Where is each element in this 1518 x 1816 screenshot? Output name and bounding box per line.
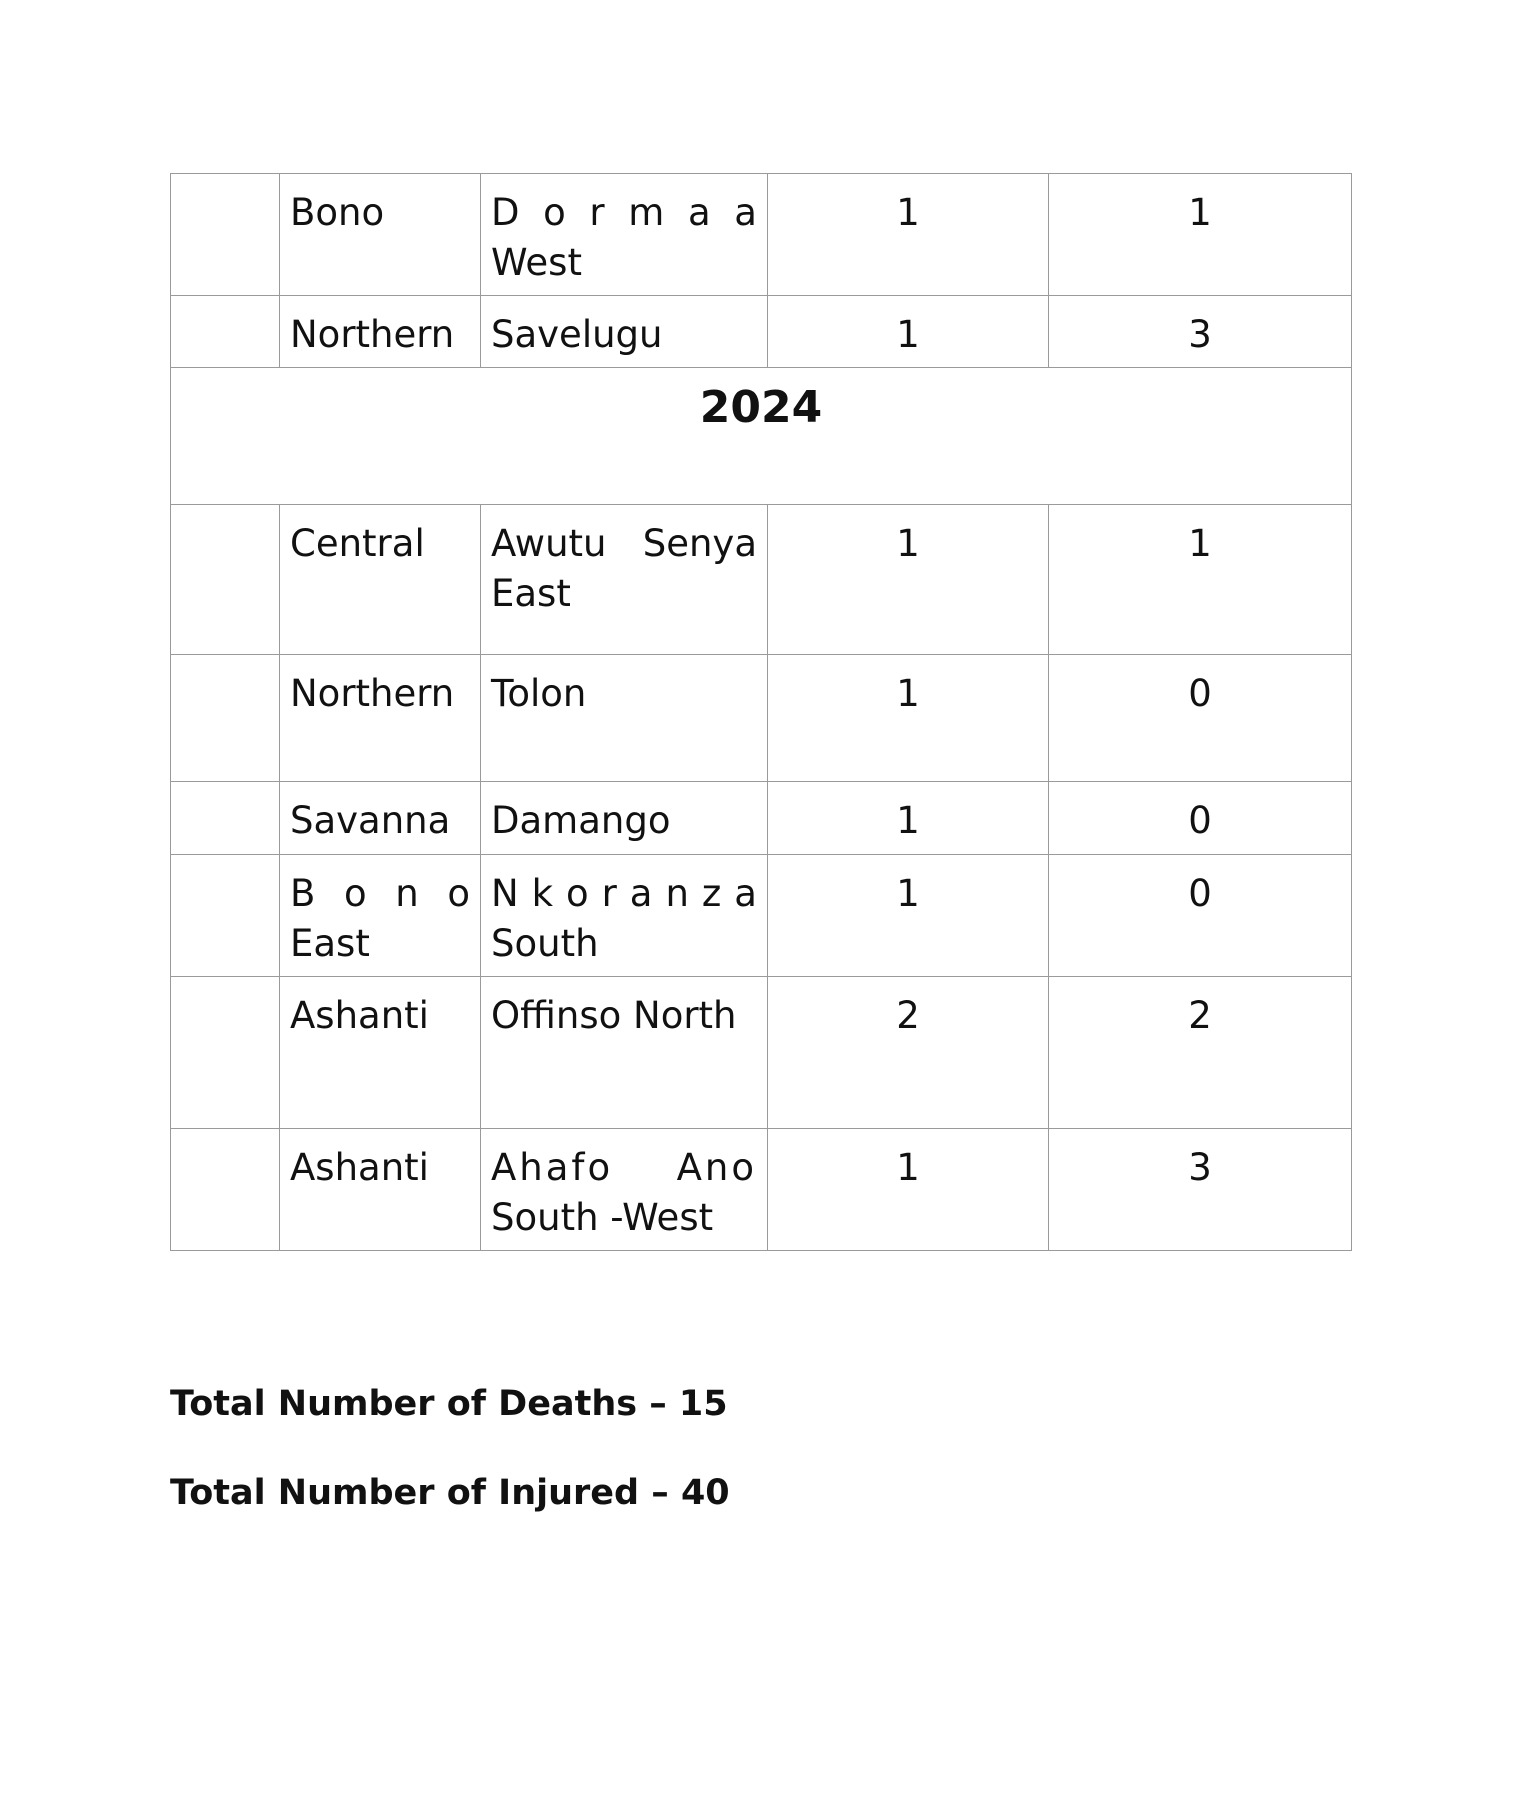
deaths-cell: 1 [768, 855, 1049, 977]
district-line1: Ahafo Ano [491, 1146, 757, 1189]
total-injured: Total Number of Injured – 40 [170, 1473, 730, 1513]
district-cell [481, 505, 768, 655]
district-line2: South [491, 922, 599, 965]
region-cell: Central [280, 505, 481, 655]
index-cell [171, 505, 280, 655]
table-row [171, 505, 1352, 655]
region-cell: Ashanti [280, 977, 481, 1129]
injured-cell: 0 [1049, 782, 1352, 855]
year-heading-row [171, 368, 1352, 505]
district-cell [481, 1129, 768, 1251]
table-row [171, 296, 1352, 368]
district-line1: Awutu Senya [491, 522, 757, 565]
table-row [171, 174, 1352, 296]
district-cell: Offinso North [481, 977, 768, 1129]
index-cell [171, 655, 280, 782]
district-cell: Savelugu [481, 296, 768, 368]
district-line2: South -West [491, 1196, 714, 1239]
injured-cell: 0 [1049, 655, 1352, 782]
region-cell [280, 855, 481, 977]
district-line2: West [491, 241, 582, 284]
district-line1: D o r m a a [491, 191, 757, 234]
district-cell: Damango [481, 782, 768, 855]
table-row [171, 782, 1352, 855]
table-row [171, 977, 1352, 1129]
injured-cell: 3 [1049, 1129, 1352, 1251]
deaths-cell: 1 [768, 174, 1049, 296]
region-line1: B o n o [290, 872, 470, 915]
injured-cell: 1 [1049, 505, 1352, 655]
index-cell [171, 782, 280, 855]
table-row [171, 1129, 1352, 1251]
deaths-cell: 1 [768, 782, 1049, 855]
region-cell: Bono [280, 174, 481, 296]
region-cell: Savanna [280, 782, 481, 855]
deaths-cell: 1 [768, 296, 1049, 368]
deaths-cell: 1 [768, 1129, 1049, 1251]
index-cell [171, 174, 280, 296]
injured-cell: 1 [1049, 174, 1352, 296]
region-cell: Northern [280, 655, 481, 782]
injured-cell: 2 [1049, 977, 1352, 1129]
deaths-cell: 2 [768, 977, 1049, 1129]
district-cell [481, 174, 768, 296]
index-cell [171, 977, 280, 1129]
injured-cell: 3 [1049, 296, 1352, 368]
index-cell [171, 296, 280, 368]
deaths-cell: 1 [768, 655, 1049, 782]
region-cell: Ashanti [280, 1129, 481, 1251]
district-cell: Tolon [481, 655, 768, 782]
region-cell: Northern [280, 296, 481, 368]
region-line2: East [290, 922, 370, 965]
district-line1: N k o r a n z a [491, 872, 757, 915]
deaths-cell: 1 [768, 505, 1049, 655]
total-deaths: Total Number of Deaths – 15 [170, 1384, 728, 1424]
index-cell [171, 855, 280, 977]
incident-table-wrapper [170, 173, 1351, 1251]
table-row [171, 855, 1352, 977]
index-cell [171, 1129, 280, 1251]
table-row [171, 655, 1352, 782]
year-heading: 2024 [171, 368, 1352, 505]
district-cell [481, 855, 768, 977]
incident-table [170, 173, 1352, 1251]
district-line2: East [491, 572, 571, 615]
injured-cell: 0 [1049, 855, 1352, 977]
